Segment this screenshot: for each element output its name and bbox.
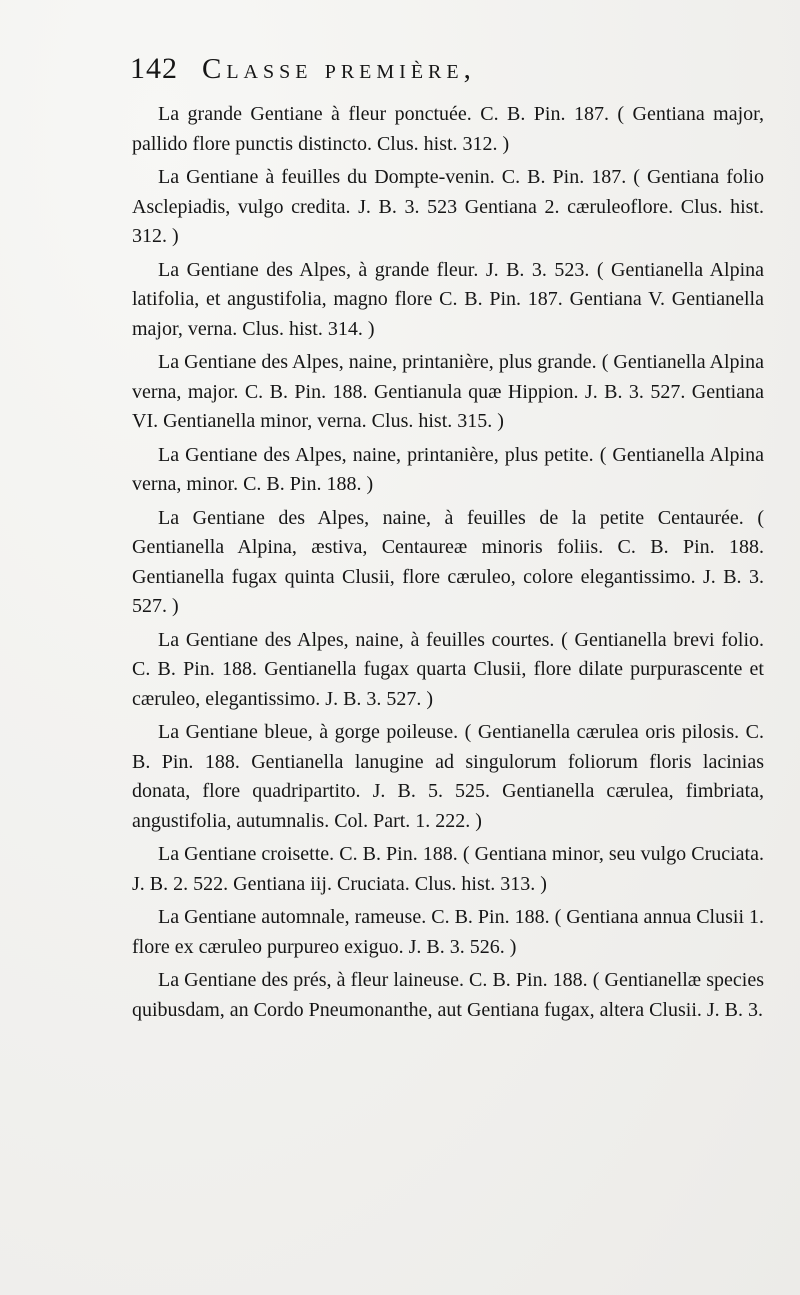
entry-paragraph: La Gentiane des Alpes, naine, à feuilles de la petite Centaurée. ( Gentianella Alpina, æstiva, Centaureæ minoris foliis. C. B. Pin. 188. Gentianella fugax quinta Clusii, flore cæruleo, colore elegantissimo. J. B. 3. 527. ) — [132, 506, 764, 617]
page-number: 142 — [130, 52, 178, 85]
entry-paragraph: La Gentiane automnale, rameuse. C. B. Pin. 188. ( Gentiana annua Clusii 1. flore ex cæruleo purpureo exiguo. J. B. 3. 526. ) — [132, 906, 764, 958]
entry-paragraph: La Gentiane des Alpes, à grande fleur. J. B. 3. 523. ( Gentianella Alpina latifolia, et angustifolia, magno flore C. B. Pin. 187. Gentiana V. Gentianella major, verna. Clus. hist. 314. ) — [132, 258, 764, 340]
body-text — [132, 100, 764, 1029]
entry-paragraph: La grande Gentiane à fleur ponctuée. C. B. Pin. 187. ( Gentiana major, pallido flore punctis distincto. Clus. hist. 312. ) — [132, 103, 764, 155]
entry-paragraph: La Gentiane bleue, à gorge poileuse. ( Gentianella cærulea oris pilosis. C. B. Pin. 188. Gentianella lanugine ad singulorum foliorum floris lacinias donata, flore quadripartito. J. B. 5. 525. Gentianella cærulea, fimbriata, angustifolia, autumnalis. Col. Part. 1. 222. ) — [132, 721, 764, 832]
entry-paragraph: La Gentiane croisette. C. B. Pin. 188. ( Gentiana minor, seu vulgo Cruciata. J. B. 2. 522. Gentiana iij. Cruciata. Clus. hist. 313. ) — [132, 843, 764, 895]
entry-paragraph: La Gentiane des Alpes, naine, printanière, plus petite. ( Gentianella Alpina verna, minor. C. B. Pin. 188. ) — [132, 443, 764, 495]
running-head: Classe première, — [202, 53, 476, 85]
page-header — [130, 52, 770, 96]
entry-paragraph: La Gentiane à feuilles du Dompte-venin. C. B. Pin. 187. ( Gentiana folio Asclepiadis, vulgo credita. J. B. 3. 523 Gentiana 2. cæruleoflore. Clus. hist. 312. ) — [132, 166, 764, 247]
entry-paragraph: La Gentiane des prés, à fleur laineuse. C. B. Pin. 188. ( Gentianellæ species quibusdam, an Cordo Pneumonanthe, aut Gentiana fugax, altera Clusii. J. B. 3. — [132, 969, 764, 1021]
entry-paragraph: La Gentiane des Alpes, naine, printanière, plus grande. ( Gentianella Alpina verna, major. C. B. Pin. 188. Gentianula quæ Hippion. J. B. 3. 527. Gentiana VI. Gentianella minor, verna. Clus. hist. 315. ) — [132, 351, 764, 432]
entry-paragraph: La Gentiane des Alpes, naine, à feuilles courtes. ( Gentianella brevi folio. C. B. Pin. 188. Gentianella fugax quarta Clusii, flore dilate purpurascente et cæruleo, elegantissimo. J. B. 3. 527. ) — [132, 628, 764, 710]
